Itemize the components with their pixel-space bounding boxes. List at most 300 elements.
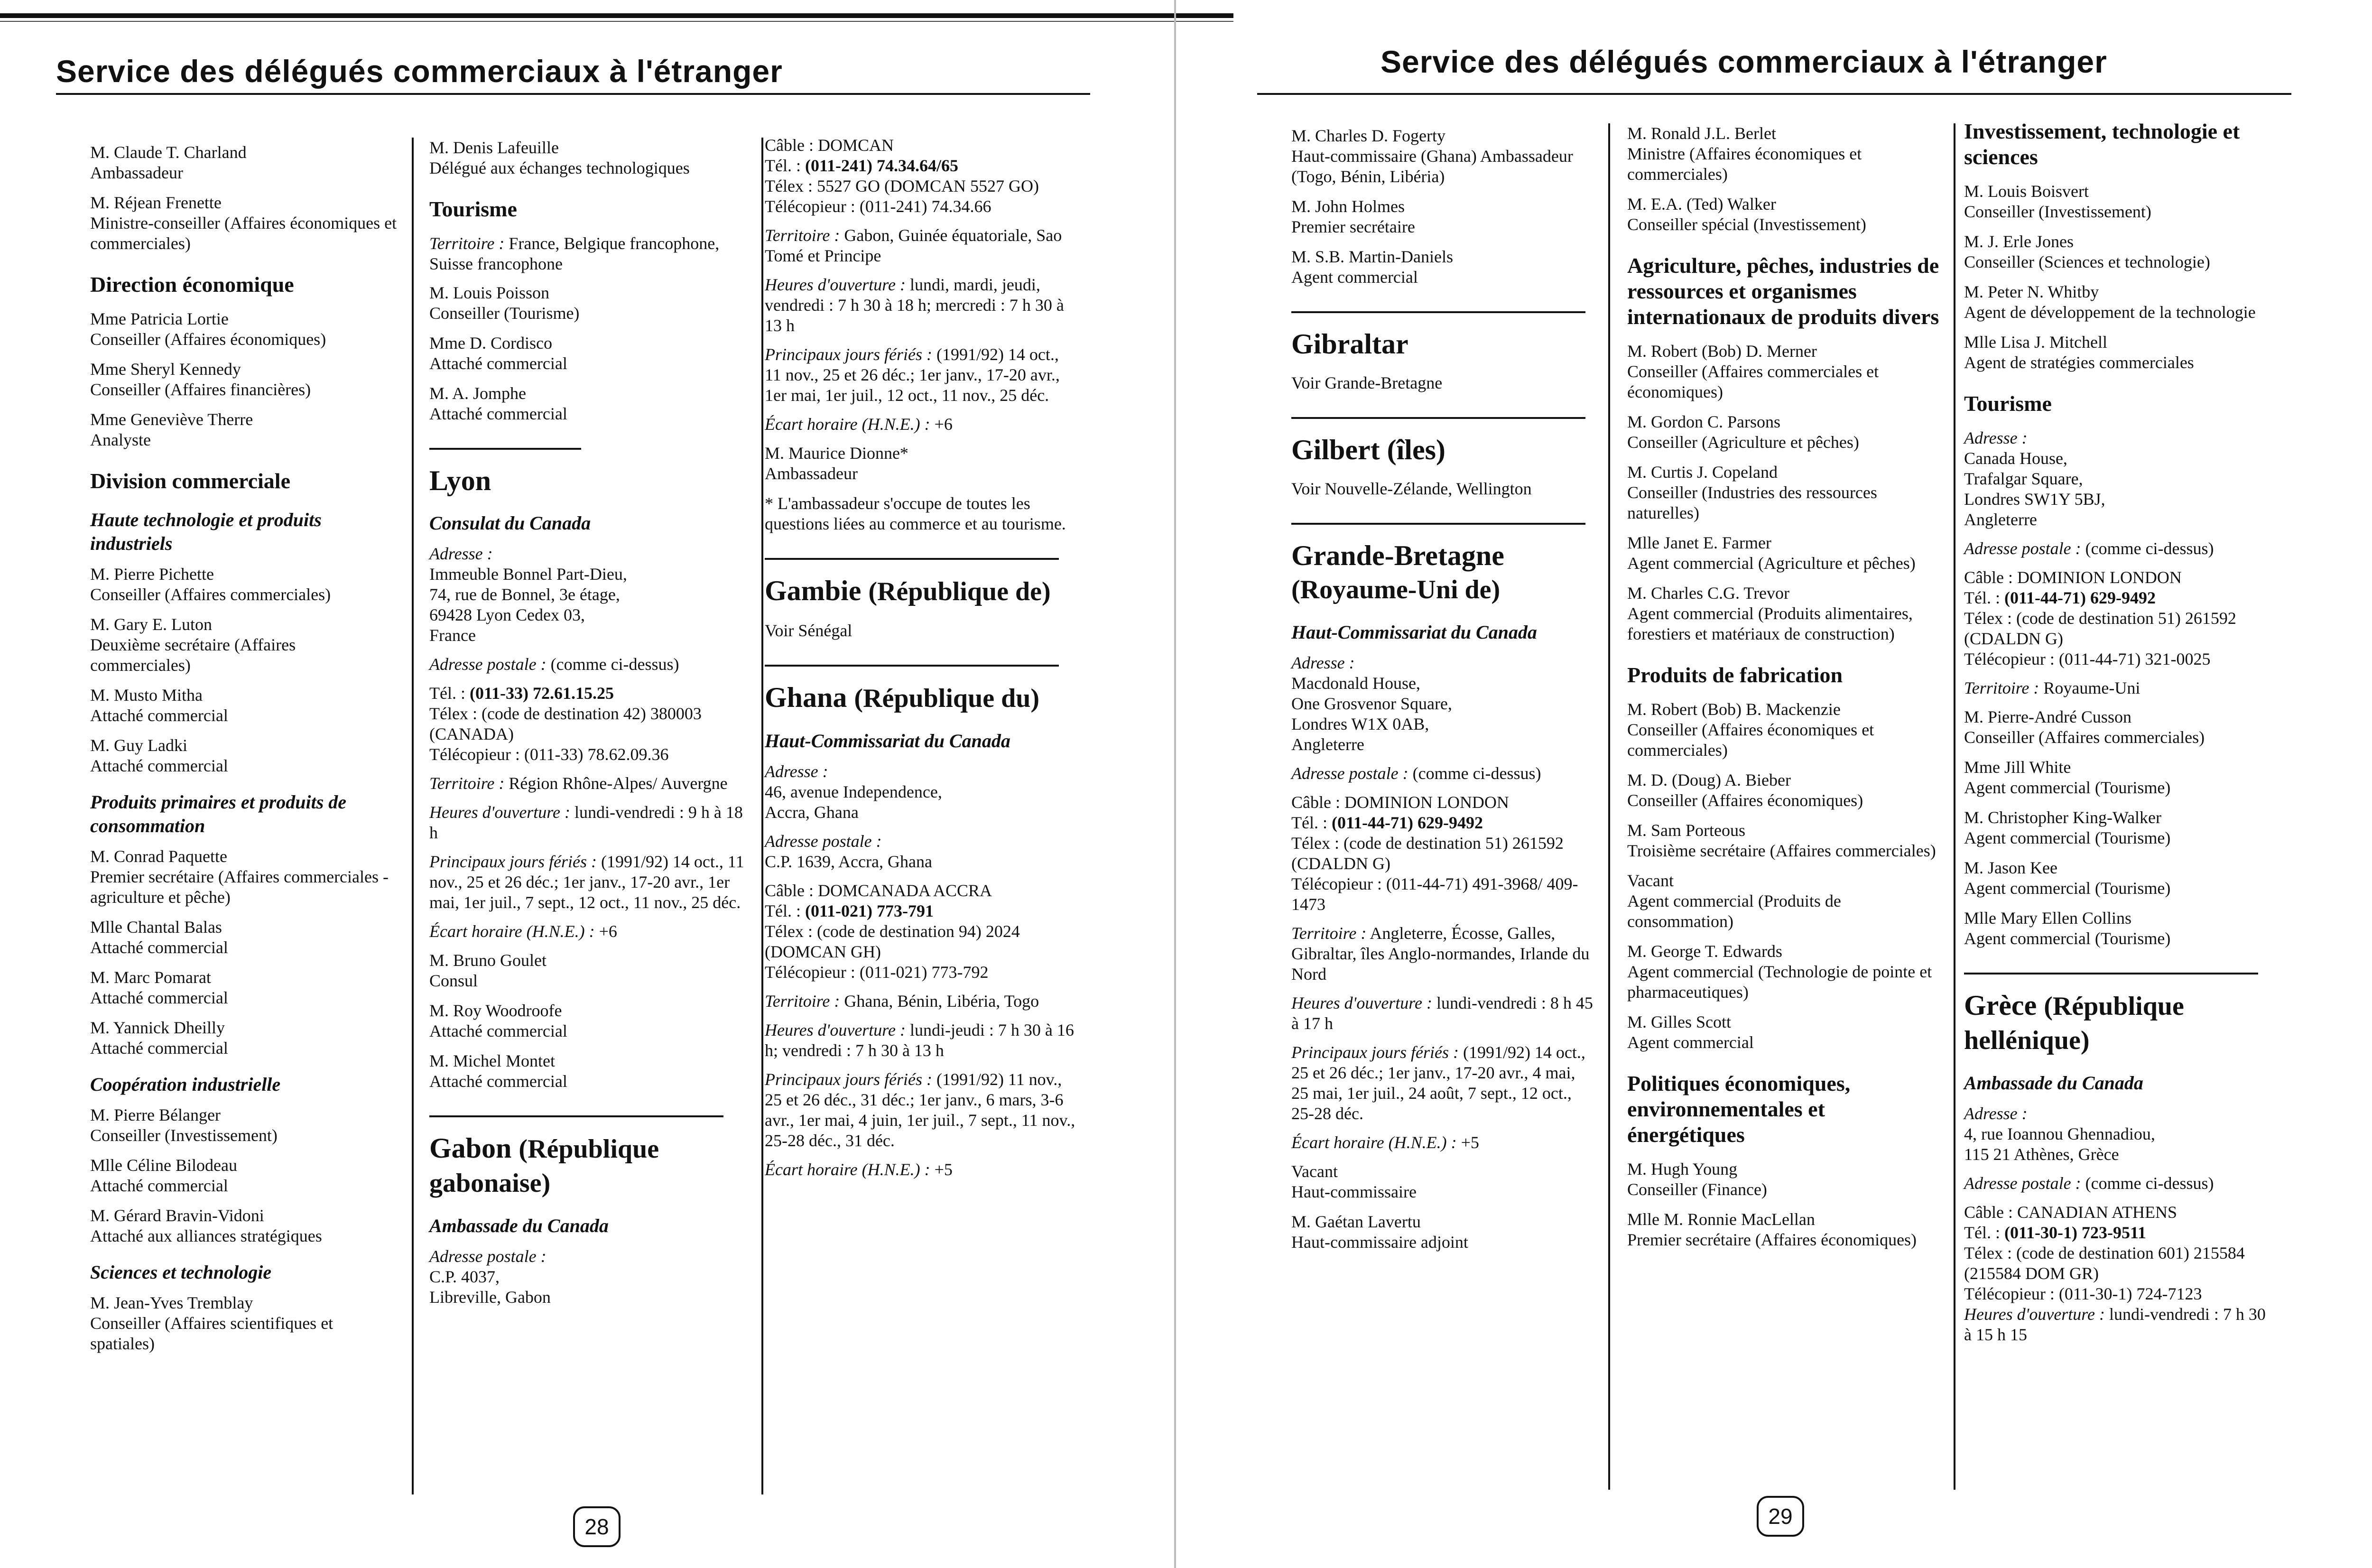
section-heading: Direction économique: [90, 272, 294, 297]
text-line: Angleterre: [1291, 735, 1364, 754]
staff-role: Agent commercial: [1291, 268, 1418, 287]
telex: Télex : (code de destination 51) 261592 (CDALDN G): [1291, 834, 1564, 873]
cable: Câble : DOMINION LONDON: [1291, 793, 1509, 812]
postale-value: (comme ci-dessus): [550, 655, 679, 674]
staff-name: M. Peter N. Whitby: [1964, 282, 2099, 301]
country-qualifier: (République du): [854, 684, 1039, 713]
adresse-lines: [765, 782, 1075, 823]
right-column-2: [1627, 123, 1940, 1260]
entry-list: [90, 1105, 398, 1246]
adresse-postale: [429, 1246, 752, 1308]
staff-name: M. Roy Woodroofe: [429, 1001, 562, 1020]
staff-role: Attaché aux alliances stratégiques: [90, 1226, 322, 1245]
staff-name: M. Christopher King-Walker: [1964, 808, 2162, 827]
ecart-value: +6: [934, 415, 953, 434]
heures: [765, 275, 1075, 336]
staff-role: Délégué aux échanges technologiques: [429, 158, 690, 177]
heures: [1291, 993, 1595, 1034]
text-line: C.P. 4037,: [429, 1267, 500, 1286]
staff-role: Conseiller (Investissement): [90, 1126, 278, 1145]
staff-role: Conseiller (Agriculture et pêches): [1627, 433, 1859, 452]
country-heading: [765, 574, 1075, 608]
staff-role: Agent commercial (Tourisme): [1964, 778, 2171, 797]
entry-list: [1291, 126, 1595, 288]
heures-value: lundi, mardi, jeudi, vendredi : 7 h 30 à 18 h; mercredi : 7 h 30 à 13 h: [765, 275, 1064, 335]
text-line: Londres SW1Y 5BJ,: [1964, 490, 2105, 509]
staff-name: M. Hugh Young: [1627, 1160, 1738, 1178]
territoire-value: Région Rhône-Alpes/ Auvergne: [509, 774, 728, 793]
heures-label: Heures d'ouverture :: [765, 275, 906, 294]
staff-entry: [1964, 908, 2277, 949]
telex: Télex : (code de destination 42) 380003 (CANADA): [429, 704, 702, 743]
staff-name: Vacant: [1291, 1162, 1338, 1181]
staff-name: M. Bruno Goulet: [429, 951, 547, 970]
staff-name: M. Maurice Dionne*: [765, 444, 908, 463]
country-name: Ghana: [765, 682, 847, 713]
ecart-horaire: [765, 1160, 1075, 1180]
column-separator: [1954, 123, 1955, 1490]
territoire: [1964, 678, 2277, 698]
country-name: Gambie: [765, 575, 862, 606]
country-heading: Gibraltar: [1291, 328, 1408, 360]
postale-label: Adresse postale :: [1291, 764, 1408, 783]
column-separator: [1608, 123, 1610, 1490]
staff-name: M. Curtis J. Copeland: [1627, 463, 1778, 482]
heures-value: lundi-vendredi : 8 h 45 à 17 h: [1291, 993, 1593, 1033]
office-heading: Haut-Commissariat du Canada: [1291, 622, 1537, 643]
ecart-value: +6: [599, 922, 617, 941]
office-heading: Ambassade du Canada: [429, 1215, 609, 1236]
subsection-heading: Coopération industrielle: [90, 1074, 281, 1095]
adresse: [765, 761, 1075, 823]
staff-entry: [90, 917, 398, 958]
page-number-left: 28: [573, 1506, 621, 1547]
staff-role: Attaché commercial: [90, 1176, 228, 1195]
staff-name: M. Guy Ladki: [90, 736, 187, 755]
staff-entry: [1964, 757, 2277, 798]
postale-value: (comme ci-dessus): [2085, 539, 2214, 558]
staff-name: M. Michel Montet: [429, 1051, 555, 1070]
entry-list: [90, 564, 398, 776]
territoire-value: Angleterre, Écosse, Galles, Gibraltar, îles Anglo-normandes, Irlande du Nord: [1291, 924, 1590, 983]
staff-role: Conseiller (Affaires commerciales et économiques): [1627, 362, 1879, 401]
staff-entry: [429, 1051, 752, 1092]
staff-role: Agent commercial (Tourisme): [1964, 929, 2171, 948]
page-number-right: 29: [1757, 1496, 1804, 1537]
staff-role: Conseiller (Sciences et technologie): [1964, 252, 2210, 271]
staff-name: Mme Geneviève Therre: [90, 410, 253, 429]
staff-entry: [765, 443, 1075, 484]
staff-entry: [1627, 123, 1940, 185]
staff-role: Haut-commissaire adjoint: [1291, 1233, 1468, 1252]
section-heading: Tourisme: [429, 197, 517, 221]
territoire-label: Territoire :: [429, 234, 505, 253]
staff-name: Mlle Chantal Balas: [90, 918, 222, 937]
section-separator: [1291, 523, 1585, 525]
staff-entry: [1627, 941, 1940, 1002]
fax: Télécopieur : (011-241) 74.34.66: [765, 197, 991, 216]
staff-role: Ministre (Affaires économiques et commerciales): [1627, 144, 1862, 184]
staff-entry: [1627, 1012, 1940, 1053]
staff-name: M. Robert (Bob) D. Merner: [1627, 342, 1817, 361]
staff-role: Agent commercial (Agriculture et pêches): [1627, 554, 1916, 573]
postale-label: Adresse postale :: [1964, 539, 2081, 558]
staff-entry: [1291, 126, 1595, 187]
staff-name: M. Charles D. Fogerty: [1291, 126, 1445, 145]
entry-list: [429, 950, 752, 1092]
tel-value: (011-241) 74.34.64/65: [805, 156, 958, 175]
section-separator: [765, 665, 1059, 667]
staff-entry: [90, 193, 398, 254]
title-rule-left: [56, 93, 1090, 95]
staff-name: M. Louis Poisson: [429, 283, 550, 302]
staff-name: M. Gilles Scott: [1627, 1012, 1732, 1031]
ecart-horaire: [765, 414, 1075, 435]
adresse-label: Adresse :: [1964, 428, 2028, 447]
territoire-value: Ghana, Bénin, Libéria, Togo: [844, 992, 1039, 1011]
cable: Câble : DOMCAN: [765, 136, 894, 155]
staff-entry: [1627, 341, 1940, 402]
territoire-value: Gabon, Guinée équatoriale, Sao Tomé et Principe: [765, 226, 1062, 265]
country-qualifier: (République de): [868, 577, 1051, 606]
staff-entry: [1627, 1159, 1940, 1200]
staff-entry: [429, 333, 752, 374]
staff-role: Premier secrétaire: [1291, 217, 1415, 236]
adresse-lines: [429, 564, 752, 646]
heures-label: Heures d'ouverture :: [1964, 1305, 2105, 1324]
staff-role: Attaché commercial: [90, 938, 228, 957]
text-line: Trafalgar Square,: [1964, 469, 2083, 488]
staff-role: Troisième secrétaire (Affaires commerciales): [1627, 841, 1936, 860]
country-heading: [1964, 989, 2277, 1057]
staff-role: Conseiller (Finance): [1627, 1180, 1767, 1199]
staff-entry: [1964, 181, 2277, 222]
column-separator: [412, 138, 414, 1494]
tel-label: Tél. :: [429, 684, 465, 703]
staff-name: M. Pierre Bélanger: [90, 1105, 221, 1124]
title-rule-right: [1257, 93, 2291, 95]
staff-name: M. Pierre-André Cusson: [1964, 707, 2131, 726]
territoire-label: Territoire :: [765, 226, 840, 245]
page-title-right: Service des délégués commerciaux à l'étranger: [1381, 44, 2107, 79]
staff-role: Haut-commissaire (Ghana) Ambassadeur (Togo, Bénin, Libéria): [1291, 147, 1573, 186]
country-heading: [429, 1132, 752, 1200]
tel-value: (011-33) 72.61.15.25: [469, 684, 614, 703]
fax: Télécopieur : (011-33) 78.62.09.36: [429, 745, 669, 764]
country-name: Grande-Bretagne: [1291, 540, 1504, 571]
section-separator: [1291, 311, 1585, 313]
office-heading: Ambassade du Canada: [1964, 1072, 2143, 1094]
staff-role: Conseiller (Investissement): [1964, 202, 2151, 221]
tel-label: Tél. :: [1964, 588, 2000, 607]
entry-list: [429, 283, 752, 424]
postale-value: (comme ci-dessus): [2085, 1174, 2214, 1193]
adresse-postale: [765, 831, 1075, 872]
staff-role: Ambassadeur: [90, 163, 183, 182]
staff-role: Attaché commercial: [90, 706, 228, 725]
staff-role: Consul: [429, 971, 478, 990]
staff-role: Haut-commissaire: [1291, 1182, 1417, 1201]
contacts: [1291, 792, 1595, 915]
fax: Télécopieur : (011-30-1) 724-7123: [1964, 1284, 2202, 1303]
staff-entry: [1291, 247, 1595, 288]
adresse-label: Adresse :: [765, 762, 828, 781]
staff-role: Ambassadeur: [765, 464, 858, 483]
staff-entry: [429, 283, 752, 324]
staff-name: Mlle M. Ronnie MacLellan: [1627, 1210, 1815, 1229]
staff-entry: [90, 735, 398, 776]
heures-label: Heures d'ouverture :: [1291, 993, 1432, 1012]
subsection-heading: Sciences et technologie: [90, 1262, 272, 1283]
staff-entry: [90, 1293, 398, 1354]
right-column-3: [1964, 119, 2277, 1354]
telex: Télex : (code de destination 601) 215584 (215584 DOM GR): [1964, 1243, 2245, 1283]
tel-label: Tél. :: [1964, 1223, 2000, 1242]
adresse-lines: [1964, 448, 2277, 530]
staff-entry: [1291, 1212, 1595, 1253]
staff-entry: [90, 614, 398, 676]
staff-entry: [90, 685, 398, 726]
section-heading: Investissement, technologie et sciences: [1964, 119, 2240, 169]
cable: Câble : DOMINION LONDON: [1964, 568, 2182, 587]
postale-label: Adresse postale :: [429, 655, 547, 674]
ecart-value: +5: [934, 1160, 953, 1179]
staff-role: Conseiller (Affaires économiques): [90, 330, 326, 349]
staff-entry: [429, 383, 752, 424]
feries-value: (1991/92) 14 oct., 25 et 26 déc.; 1er janv., 17-20 avr., 4 mai, 25 mai, 1er juil., 24 août, 7 sept., 12 oct., 25-28 déc.: [1291, 1043, 1585, 1123]
staff-entry: [90, 409, 398, 450]
adresse: [1964, 1104, 2277, 1165]
staff-role: Attaché commercial: [90, 756, 228, 775]
staff-role: Attaché commercial: [429, 1021, 567, 1040]
staff-entry: [1627, 583, 1940, 644]
staff-name: M. Sam Porteous: [1627, 821, 1746, 840]
section-heading: Produits de fabrication: [1627, 663, 1843, 687]
staff-entry: [90, 1206, 398, 1246]
column-separator: [761, 138, 763, 1494]
staff-name: Mme Patricia Lortie: [90, 309, 229, 328]
adresse: [429, 544, 752, 646]
staff-name: M. Gary E. Luton: [90, 615, 212, 634]
staff-name: Mme D. Cordisco: [429, 334, 552, 353]
staff-role: Conseiller (Affaires commerciales): [90, 585, 331, 604]
staff-role: Attaché commercial: [90, 1039, 228, 1058]
adresse-postale: [1964, 538, 2277, 559]
left-column-2: [429, 138, 752, 1316]
staff-role: Agent commercial (Produits alimentaires, forestiers et matériaux de construction): [1627, 604, 1913, 643]
territoire: [1291, 923, 1595, 984]
ecart-label: Écart horaire (H.N.E.) :: [765, 1160, 930, 1179]
staff-role: Conseiller (Tourisme): [429, 304, 580, 323]
text-line: Londres W1X 0AB,: [1291, 714, 1429, 733]
entry-list: [90, 846, 398, 1058]
entry-list: [1964, 181, 2277, 373]
voir-reference: Voir Sénégal: [765, 621, 852, 640]
staff-name: Mlle Lisa J. Mitchell: [1964, 333, 2107, 352]
text-line: Libreville, Gabon: [429, 1288, 551, 1307]
office-heading: Haut-Commissariat du Canada: [765, 730, 1010, 752]
text-line: 46, avenue Independence,: [765, 782, 942, 801]
staff-name: M. Conrad Paquette: [90, 847, 227, 866]
ecart-horaire: [429, 921, 752, 942]
fax: Télécopieur : (011-021) 773-792: [765, 963, 989, 982]
staff-entry: [90, 309, 398, 350]
text-line: One Grosvenor Square,: [1291, 694, 1452, 713]
staff-entry: [1627, 533, 1940, 574]
postale-value: (comme ci-dessus): [1412, 764, 1541, 783]
territoire: [765, 225, 1075, 266]
voir-reference: Voir Nouvelle-Zélande, Wellington: [1291, 479, 1532, 498]
adresse-label: Adresse :: [1291, 653, 1355, 672]
contacts: [765, 135, 1075, 217]
postale-label: Adresse postale :: [429, 1247, 547, 1266]
staff-entry: [1964, 858, 2277, 899]
staff-role: Agent de stratégies commerciales: [1964, 353, 2194, 372]
staff-entry: [90, 1155, 398, 1196]
adresse-postale: [1964, 1173, 2277, 1194]
staff-name: M. Robert (Bob) B. Mackenzie: [1627, 700, 1841, 719]
staff-name: Mme Sheryl Kennedy: [90, 360, 241, 379]
adresse-label: Adresse :: [1964, 1104, 2028, 1123]
postale-label: Adresse postale :: [1964, 1174, 2081, 1193]
staff-entry: [90, 846, 398, 908]
heures-label: Heures d'ouverture :: [765, 1021, 906, 1039]
staff-entry: [90, 1105, 398, 1146]
tel-value: (011-021) 773-791: [805, 901, 934, 920]
staff-entry: [1627, 194, 1940, 235]
adresse-postale: [1291, 763, 1595, 784]
tel-value: (011-44-71) 629-9492: [1331, 813, 1483, 832]
heures: [429, 802, 752, 843]
postale-label: Adresse postale :: [765, 832, 882, 851]
country-name: Grèce: [1964, 990, 2037, 1021]
staff-entry: [90, 142, 398, 183]
country-qualifier: (République hellénique): [1964, 992, 2184, 1055]
staff-name: M. Gérard Bravin-Vidoni: [90, 1206, 264, 1225]
entry-list: [429, 138, 752, 178]
staff-name: Mlle Janet E. Farmer: [1627, 533, 1771, 552]
adresse-label: Adresse :: [429, 544, 493, 563]
staff-role: Agent commercial (Tourisme): [1964, 879, 2171, 898]
country-qualifier: (République gabonaise): [429, 1134, 659, 1198]
subsection-heading: Produits primaires et produits de consommation: [90, 791, 347, 836]
heures-value: lundi-vendredi : 9 h à 18 h: [429, 803, 743, 842]
staff-entry: [1291, 196, 1595, 237]
staff-name: M. Charles C.G. Trevor: [1627, 584, 1790, 603]
section-separator: [429, 1115, 723, 1117]
tel-value: (011-44-71) 629-9492: [2004, 588, 2156, 607]
staff-role: Conseiller (Affaires financières): [90, 380, 311, 399]
text-line: 74, rue de Bonnel, 3e étage,: [429, 585, 620, 604]
feries-value: (1991/92) 11 nov., 25 et 26 déc., 31 déc.; 1er janv., 6 mars, 3-6 avr., 1er mai, 4 juin, 1er juil., 7 sept., 11 nov., 25-28 déc., 31 déc.: [765, 1070, 1075, 1150]
staff-role: Conseiller (Affaires scientifiques et spatiales): [90, 1314, 334, 1353]
cable: Câble : CANADIAN ATHENS: [1964, 1203, 2177, 1222]
feries-label: Principaux jours fériés :: [429, 852, 597, 871]
territoire: [429, 233, 752, 274]
contacts: [1964, 1202, 2277, 1345]
staff-role: Conseiller (Affaires commerciales): [1964, 728, 2205, 747]
contacts: [429, 683, 752, 765]
jours-feries: [1291, 1042, 1595, 1124]
feries-label: Principaux jours fériés :: [765, 1070, 932, 1089]
staff-role: Conseiller (Industries des ressources naturelles): [1627, 483, 1877, 522]
staff-entry: [90, 359, 398, 400]
staff-entry: [1627, 871, 1940, 932]
feries-label: Principaux jours fériés :: [765, 345, 932, 364]
page-gutter: [1174, 0, 1176, 1568]
staff-role: Premier secrétaire (Affaires commerciales - agriculture et pêche): [90, 867, 389, 907]
section-separator: [1964, 973, 2258, 974]
staff-name: M. Yannick Dheilly: [90, 1018, 225, 1037]
staff-name: M. J. Erle Jones: [1964, 232, 2074, 251]
text-line: 4, rue Ioannou Ghennadiou,: [1964, 1124, 2155, 1143]
left-column-3: [765, 135, 1075, 1188]
staff-name: M. Pierre Pichette: [90, 565, 214, 584]
adresse-lines: [1964, 1124, 2277, 1165]
staff-name: Vacant: [1627, 871, 1674, 890]
ecart-value: +5: [1461, 1133, 1479, 1152]
text-line: Macdonald House,: [1291, 674, 1420, 693]
text-line: 69428 Lyon Cedex 03,: [429, 605, 585, 624]
staff-entry: [1627, 1209, 1940, 1250]
contacts: [765, 881, 1075, 983]
territoire-label: Territoire :: [765, 992, 840, 1011]
section-heading: Division commerciale: [90, 469, 290, 493]
staff-role: Agent commercial (Tourisme): [1964, 828, 2171, 847]
fax: Télécopieur : (011-44-71) 321-0025: [1964, 649, 2211, 668]
jours-feries: [429, 852, 752, 913]
territoire-label: Territoire :: [429, 774, 505, 793]
country-heading: Gilbert (îles): [1291, 434, 1445, 465]
telex: Télex : (code de destination 94) 2024 (DOMCAN GH): [765, 922, 1020, 961]
staff-role: Ministre-conseiller (Affaires économiques et commerciales): [90, 213, 397, 253]
staff-entry: [429, 1001, 752, 1041]
adresse-lines: [1291, 673, 1595, 755]
text-line: 115 21 Athènes, Grèce: [1964, 1145, 2119, 1164]
telex: Télex : (code de destination 51) 261592 (CDALDN G): [1964, 609, 2236, 648]
text-line: Immeuble Bonnel Part-Dieu,: [429, 565, 627, 584]
subsection-heading: Haute technologie et produits industriels: [90, 509, 322, 554]
staff-entry: [1627, 820, 1940, 861]
country-name: Gabon: [429, 1132, 512, 1164]
staff-name: Mlle Céline Bilodeau: [90, 1156, 237, 1175]
postale-value: C.P. 1639, Accra, Ghana: [765, 852, 932, 871]
ecart-label: Écart horaire (H.N.E.) :: [765, 415, 930, 434]
staff-name: M. Jason Kee: [1964, 858, 2057, 877]
heures: [765, 1020, 1075, 1061]
voir-reference: Voir Grande-Bretagne: [1291, 373, 1443, 392]
staff-role: Agent commercial: [1627, 1033, 1754, 1052]
country-heading: [1291, 539, 1595, 606]
staff-role: Attaché commercial: [429, 354, 567, 373]
entry-list: [1627, 123, 1940, 235]
staff-role: Conseiller spécial (Investissement): [1627, 215, 1866, 234]
staff-role: Agent commercial (Produits de consommation): [1627, 891, 1841, 931]
staff-entry: [429, 138, 752, 178]
right-column-1: [1291, 126, 1595, 1262]
territoire-label: Territoire :: [1291, 924, 1367, 943]
section-separator: [429, 448, 581, 450]
staff-name: M. Gaétan Lavertu: [1291, 1212, 1421, 1231]
ecart-label: Écart horaire (H.N.E.) :: [1291, 1133, 1457, 1152]
city-heading: Lyon: [429, 465, 491, 496]
page-title-left: Service des délégués commerciaux à l'étranger: [56, 54, 783, 89]
staff-name: M. D. (Doug) A. Bieber: [1627, 770, 1791, 789]
heures-label: Heures d'ouverture :: [429, 803, 570, 822]
staff-role: Attaché commercial: [429, 1072, 567, 1091]
text-line: Angleterre: [1964, 510, 2037, 529]
staff-name: M. Gordon C. Parsons: [1627, 412, 1781, 431]
